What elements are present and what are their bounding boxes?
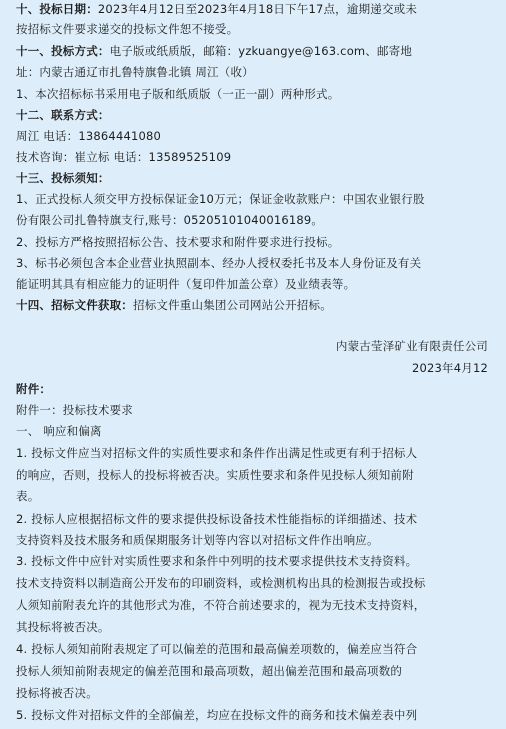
appendix-line: 人须知前附表允许的其他形式为准，不符合前述要求的，视为无技术支持资料， bbox=[16, 598, 426, 612]
notice-line-1: 1、正式投标人须交甲方投标保证金10万元；保证金收款账户：中国农业银行股 bbox=[16, 192, 425, 206]
notice-line-2: 份有限公司扎鲁特旗支行,账号：05205101040016189。 bbox=[16, 213, 324, 227]
section-10-line-2: 按招标文件要求递交的投标文件恕不接受。 bbox=[16, 22, 239, 36]
section-10-line-1: 十、投标日期：2023年4月12日至2023年4月18日下午17点，逾期递交或未 bbox=[16, 2, 418, 16]
section-11-line-2: 址：内蒙古通辽市扎鲁特旗鲁北镇 周江（收） bbox=[16, 65, 254, 79]
appendix-line: 附件一：投标技术要求 bbox=[16, 403, 133, 417]
appendix-line: 投标人须知前附表规定的偏差范围和最高项数，超出偏差范围和最高项数的 bbox=[16, 664, 403, 678]
signature-date: 2023年4月12 bbox=[411, 361, 488, 375]
appendix-line: 的响应，否则，投标人的投标将被否决。实质性要求和条件见投标人须知前附 bbox=[16, 468, 414, 482]
appendix-line: 支持资料及技术服务和质保期服务计划等内容以对招标文件作出响应。 bbox=[16, 533, 379, 547]
appendix-line: 投标将被否决。 bbox=[16, 686, 98, 700]
section-11-line-1: 十一、投标方式：电子版或纸质版，邮箱：yzkuangye@163.com、邮寄地 bbox=[16, 44, 413, 58]
signature-company: 内蒙古莹泽矿业有限责任公司 bbox=[335, 339, 488, 353]
notice-line-3: 2、投标方严格按照招标公告、技术要求和附件要求进行投标。 bbox=[16, 235, 340, 249]
section-13-heading: 十三、投标须知： bbox=[16, 171, 110, 185]
section-11-line-3: 1、本次招标标书采用电子版和纸质版（一正一副）两种形式。 bbox=[16, 87, 340, 101]
appendix-line: 4. 投标人须知前附表规定了可以偏差的范围和最高偏差项数的，偏差应当符合 bbox=[16, 642, 418, 656]
notice-line-5: 能证明其具有相应能力的证明件（复印件加盖公章）及业绩表等。 bbox=[16, 277, 356, 291]
contact-line-1: 周江 电话：13864441080 bbox=[16, 129, 162, 143]
appendix-heading: 附件： bbox=[16, 382, 52, 396]
appendix-line: 1. 投标文件应当对招标文件的实质性要求和条件作出满足性或更有利于招标人 bbox=[16, 446, 418, 460]
appendix-line: 3. 投标文件中应针对实质性要求和条件中列明的技术要求提供技术支持资料。 bbox=[16, 554, 418, 568]
appendix-line: 表。 bbox=[16, 489, 40, 503]
section-14-line: 十四、招标文件获取：招标文件重山集团公司网站公开招标。 bbox=[16, 298, 332, 312]
appendix-line: 2. 投标人应根据招标文件的要求提供投标设备技术性能指标的详细描述、技术 bbox=[16, 512, 418, 526]
appendix-line: 其投标将被否决。 bbox=[16, 620, 110, 634]
appendix-line: 技术支持资料以制造商公开发布的印刷资料，或检测机构出具的检测报告或投标 bbox=[16, 576, 426, 590]
appendix-line: 5. 投标文件对招标文件的全部偏差，均应在投标文件的商务和技术偏差表中列 bbox=[16, 708, 418, 722]
appendix-line: 一、 响应和偏离 bbox=[16, 424, 102, 438]
contact-line-2: 技术咨询：崔立标 电话：13589525109 bbox=[16, 150, 232, 164]
section-12-heading: 十二、联系方式： bbox=[16, 108, 110, 122]
notice-line-4: 3、标书必须包含本企业营业执照副本、经办人授权委托书及本人身份证及有关 bbox=[16, 256, 422, 270]
